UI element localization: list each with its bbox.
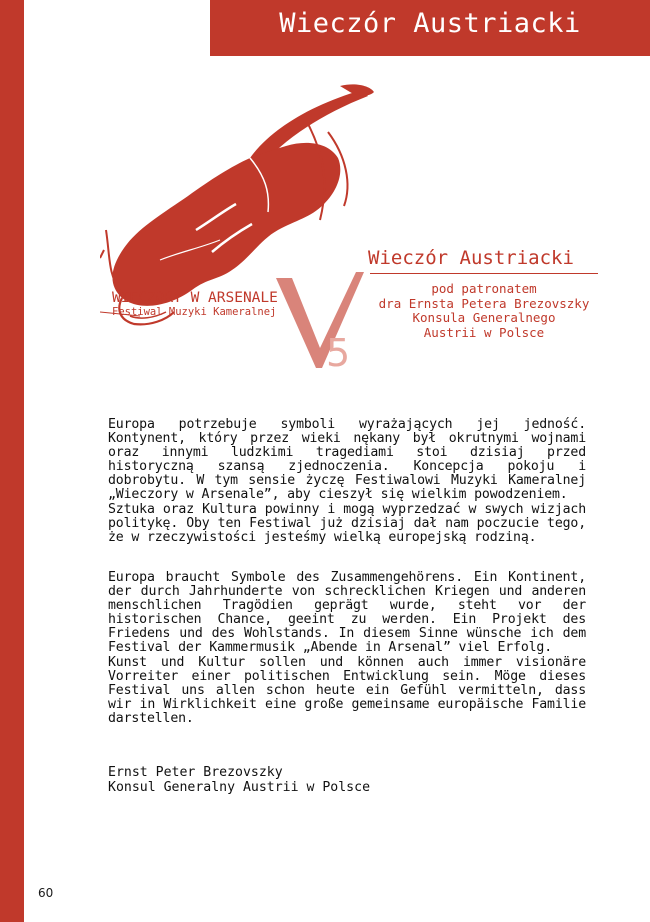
german-paragraph: Europa braucht Symbole des Zusammengehörens. Ein Kontinent, der durch Jahrhunderte von schrecklichen Kriegen und anderen menschlichen Tragödien geprägt wurde, steht vor der historischen Chance, geeint zu werden. Ein Projekt des Friedens und des Wohlstands. In diesem Sinne wünsche ich dem Festival der Kammermusik „Abende in Arsenal” viel Erfolg. <box>108 570 586 656</box>
polish-paragraph: Europa potrzebuje symboli wyrażających jej jedność. Kontynent, który przez wieki nękany był okrutnymi wojnami oraz innymi ludzkimi tragediami stoi dzisiaj przed historyczną szansą zjednoczenia. Koncepcja pokoju i dobrobytu. W tym sensie życzę Festiwalowi Muzyki Kameralnej „Wieczory w Arsenale”, aby cieszył się wielkim powodzeniem. <box>108 417 586 503</box>
german-text <box>108 571 586 726</box>
festival-name: Festiwal Muzyki Kameralnej <box>112 306 277 318</box>
page-number: 60 <box>38 886 54 900</box>
signature-role: Konsul Generalny Austrii w Polsce <box>108 780 371 795</box>
german-paragraph: Kunst und Kultur sollen und können auch immer visionäre Vorreiter einer politischen Entwicklung sein. Möge dieses Festival uns allen schon heute ein Gefühl vermitteln, dass wir in Wirklichkeit eine große gemeinsame europäische Familie darstellen. <box>108 654 586 726</box>
edition-v-mark <box>276 272 364 368</box>
signature-block <box>108 765 370 795</box>
signature-name: Ernst Peter Brezovszky <box>108 765 283 780</box>
patronage-line: pod patronatem <box>431 281 537 296</box>
event-divider <box>370 273 598 274</box>
polish-text <box>108 418 586 545</box>
event-title: Wieczór Austriacki <box>368 247 574 269</box>
edition-number: 5 <box>326 331 351 375</box>
header-bar <box>210 0 650 56</box>
polish-paragraph: Sztuka oraz Kultura powinny i mogą wyprzedzać w swych wizjach politykę. Oby ten Festiwal już dzisiaj dał nam poczucie tego, że w rzeczywistości jesteśmy wielką europejską rodziną. <box>108 501 586 545</box>
page-title: Wieczór Austriacki <box>279 8 581 39</box>
violin-icon <box>100 84 374 324</box>
festival-logo <box>100 80 390 380</box>
patronage-block <box>368 282 600 340</box>
patronage-line: Austrii w Polsce <box>423 324 545 340</box>
side-stripe <box>0 0 24 922</box>
patronage-line: Konsula Generalnego <box>412 310 556 325</box>
patronage-line: dra Ernsta Petera Brezovszky <box>378 295 590 311</box>
series-name: WIECZORY W ARSENALE <box>112 290 278 306</box>
